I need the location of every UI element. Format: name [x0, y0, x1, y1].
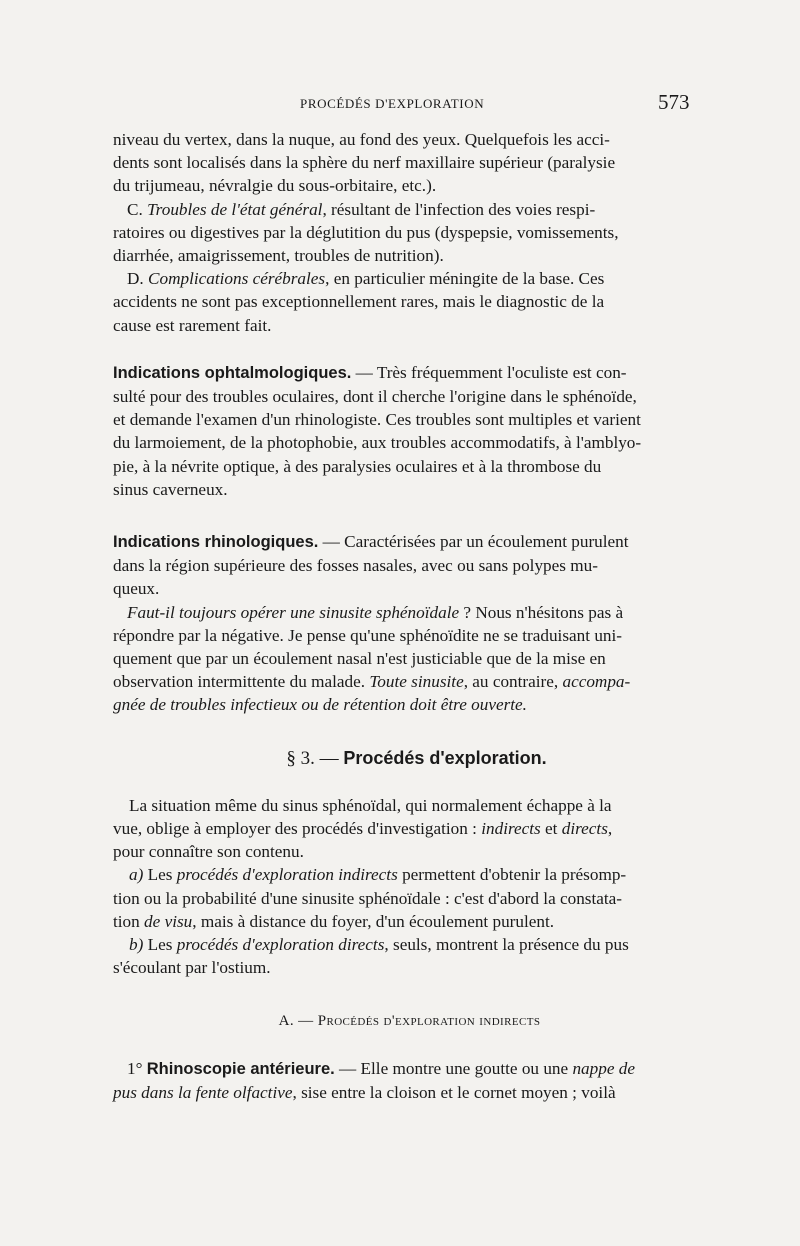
item-label: D. — [127, 269, 144, 289]
section-title-text: Procédés d'exploration. — [343, 747, 547, 768]
section-heading: Indications ophtalmologiques. — [113, 363, 352, 382]
text-line: diarrhée, amaigrissement, troubles de nutrition). — [113, 246, 444, 266]
text-line: sulté pour des troubles oculaires, dont il cherche l'origine dans le sphénoïde, — [113, 387, 637, 407]
text-line — [113, 1081, 696, 1104]
text-line: tion ou la probabilité d'une sinusite sphénoïdale : c'est d'abord la constata- — [113, 888, 623, 908]
text-line — [113, 817, 696, 840]
text-span: — Caractérisées par un écoulement purulent — [318, 532, 629, 552]
text-span: — Elle montre une goutte ou une — [334, 1058, 573, 1078]
text-line: dents sont localisés dans la sphère du nerf maxillaire supérieur (paralysie — [113, 153, 616, 173]
text-line — [113, 693, 696, 716]
page-number: 573 — [658, 90, 690, 114]
text-span: , en particulier méningite de la base. Ces — [325, 269, 605, 289]
text-line — [113, 910, 696, 933]
text-span: Les — [143, 935, 177, 955]
text-span: et — [540, 819, 562, 839]
text-line: quement que par un écoulement nasal n'est justiciable que de la mise en — [113, 649, 606, 669]
text-span: , — [607, 819, 613, 839]
section-heading: Rhinoscopie antérieure. — [146, 1059, 335, 1078]
text-line: dans la région supérieure des fosses nasales, avec ou sans polypes mu- — [113, 556, 598, 576]
text-italic: procédés d'exploration directs — [176, 935, 385, 955]
text-italic: nappe de — [572, 1058, 635, 1078]
paragraph-direct — [113, 933, 696, 979]
text-line: cause est rarement fait. — [113, 315, 272, 335]
text-line: La situation même du sinus sphénoïdal, qui normalement échappe à la — [129, 795, 612, 815]
text-span: tion — [113, 911, 145, 931]
section-number: § 3. — — [286, 747, 344, 769]
text-italic: Toute sinusite — [369, 672, 464, 692]
text-span: vue, oblige à employer des procédés d'investigation : — [113, 819, 482, 839]
section-title — [113, 747, 696, 770]
paragraph-symptoms-continued — [113, 128, 696, 198]
text-line — [113, 933, 696, 956]
item-title: Troubles de l'état général — [147, 199, 323, 219]
paragraph-indirect — [113, 863, 696, 933]
paragraph-cerebral — [113, 267, 696, 337]
text-span: , mais à distance du foyer, d'un écoulement purulent. — [192, 911, 555, 931]
paragraph-rhinoscopy — [113, 1057, 696, 1104]
text-line: queux. — [113, 579, 160, 599]
text-span: Les — [143, 865, 177, 885]
paragraph-rhinologic — [113, 530, 696, 601]
text-italic: pus dans la fente olfactive — [113, 1082, 293, 1102]
text-span: permettent d'obtenir la présomp- — [397, 865, 627, 885]
text-span: , au contraire, — [463, 672, 563, 692]
section-heading: Indications rhinologiques. — [113, 533, 319, 552]
text-line: pour connaître son contenu. — [113, 842, 304, 862]
item-label: C. — [127, 199, 143, 219]
paragraph-general-state — [113, 198, 696, 268]
item-title: Complications cérébrales — [148, 269, 326, 289]
text-span: , sise entre la cloison et le cornet moyen ; voilà — [292, 1082, 616, 1102]
text-span: observation intermittente du malade. — [113, 672, 370, 692]
text-line: niveau du vertex, dans la nuque, au fond des yeux. Quelquefois les acci- — [113, 130, 610, 149]
text-line: s'écoulant par l'ostium. — [113, 958, 271, 978]
text-span: — Très fréquemment l'oculiste est con- — [351, 362, 627, 382]
paragraph-situation — [113, 794, 696, 864]
text-italic: accompa- — [562, 672, 631, 692]
text-italic: de visu — [144, 911, 193, 931]
text-line — [113, 601, 696, 624]
text-italic: procédés d'exploration indirects — [176, 865, 398, 885]
text-line: accidents ne sont pas exceptionnellement rares, mais le diagnostic de la — [113, 292, 605, 312]
page-body — [113, 128, 696, 1104]
item-number: 1° — [127, 1058, 143, 1078]
running-head: PROCÉDÉS D'EXPLORATION — [300, 96, 485, 111]
text-line: sinus caverneux. — [113, 479, 228, 499]
page-header — [0, 88, 800, 118]
text-line: du trijumeau, névralgie du sous-orbitaire, etc.). — [113, 176, 437, 196]
text-italic: indirects — [481, 819, 541, 839]
text-line: pie, à la névrite optique, à des paralysies oculaires et à la thrombose du — [113, 456, 602, 476]
text-line — [113, 361, 696, 385]
text-line — [113, 198, 696, 221]
text-line: ratoires ou digestives par la déglutition du pus (dyspepsie, vomissements, — [113, 222, 619, 242]
paragraph-should-operate — [113, 601, 696, 717]
text-span: , seuls, montrent la présence du pus — [384, 935, 629, 955]
text-line — [113, 863, 696, 886]
text-line: répondre par la négative. Je pense qu'une sphénoïdite ne se traduisant uni- — [113, 625, 623, 645]
question-italic: Faut-il toujours opérer une sinusite sphénoïdale — [127, 602, 460, 622]
text-line — [113, 267, 696, 290]
text-line — [113, 1057, 696, 1081]
text-line — [113, 670, 696, 693]
text-italic: gnée de troubles infectieux ou de rétention doit être ouverte. — [113, 695, 527, 715]
text-span: , résultant de l'infection des voies respi- — [322, 199, 596, 219]
paragraph-ophthalmologic — [113, 361, 696, 501]
text-line: du larmoiement, de la photophobie, aux troubles accommodatifs, à l'amblyo- — [113, 433, 642, 453]
text-line: et demande l'examen d'un rhinologiste. Ces troubles sont multiples et varient — [113, 410, 641, 430]
item-label: a) — [129, 865, 144, 885]
text-italic: directs — [561, 819, 608, 839]
text-line — [113, 530, 696, 554]
item-label: b) — [129, 935, 144, 955]
text-span: ? Nous n'hésitons pas à — [459, 602, 624, 622]
subsection-title: A. — Procédés d'exploration indirects — [278, 1012, 541, 1029]
